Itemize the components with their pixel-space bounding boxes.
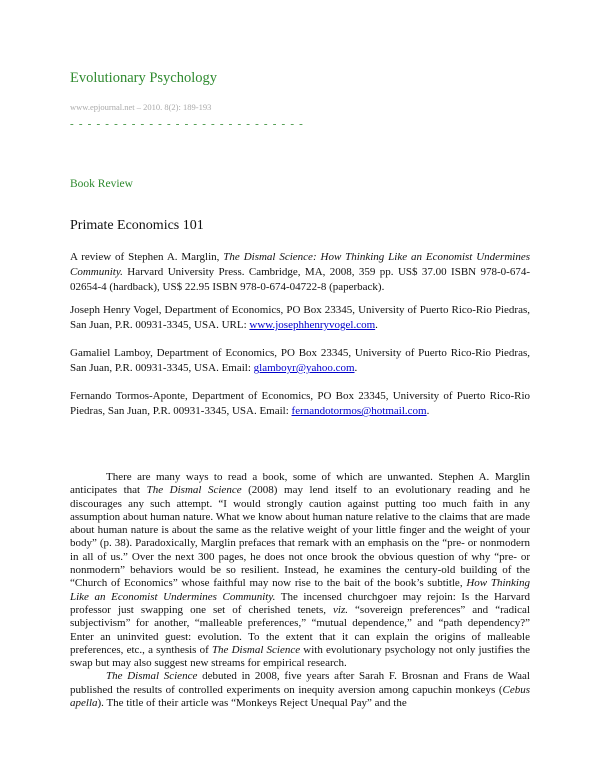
author-email-link[interactable]: glamboyr@yahoo.com <box>253 362 355 374</box>
author-end: . <box>354 362 358 374</box>
book-details: Harvard University Press. Cambridge, MA, 2008, 359 pp. US$ 37.00 ISBN 978-0-674-02654-4 (hardback), US$ 22.95 ISBN 978-0-674-04722-8 (paperback). <box>70 266 530 293</box>
author-text: Gamaliel Lamboy, Department of Economics, PO Box 23345, University of Puerto Rico-Rio Piedras, San Juan, P.R. 00931-3345, USA. Email: <box>70 347 530 374</box>
author-text: Fernando Tormos-Aponte, Department of Economics, PO Box 23345, University of Puerto Rico-Rio Piedras, San Juan, P.R. 00931-3345, USA. Email: <box>70 390 530 417</box>
book-title-ref: The Dismal Science <box>106 670 198 683</box>
author-end: . <box>375 319 378 331</box>
body-text: “sovereign preferences” and “radical subjectivism” for another, “malleable preferences,” “mutual dependence,” and “path dependency?” Enter an uninvited guest: evolution. To the extent that it can explain the origins of malleable preferences, etc., a synthesis of <box>70 603 530 656</box>
journal-name: Evolutionary Psychology <box>70 70 218 86</box>
article-title: Primate Economics 101 <box>70 218 204 233</box>
body-text: with evolutionary psychology not only justifies the swap but may also suggest new streams for empirical research. <box>70 643 530 670</box>
author-end: . <box>426 405 430 417</box>
review-lead: A review of Stephen A. Marglin, <box>70 251 224 263</box>
review-reference <box>70 250 530 295</box>
article-body <box>70 471 530 710</box>
body-text: The incensed churchgoer may rejoin: Is the Harvard professor just swapping one set of cherished tenets, <box>70 590 530 616</box>
species-name: Cebus apella <box>70 683 530 710</box>
book-title-ref: The Dismal Science <box>146 484 242 497</box>
subtitle-ref: How Thinking Like an Economist Undermines Community. <box>70 577 530 603</box>
author-affiliation-lamboy <box>70 346 530 376</box>
journal-citation: www.epjournal.net – 2010. 8(2): 189-193 <box>70 102 212 112</box>
body-text: (2008) may lend itself to an evolutionary reading and he discourages any such attempt. “I would strongly caution against putting too much faith in any assumption about human nature. What we know about human nature relative to the claims that are made about human nature is about the same as the relative weight of your little finger and the weight of your body” (p. 38). Paradoxically, Marglin prefaces that remark with an emphasis on the “pre- or nonmodern in all of us.” Over the next 300 pages, he does not once brook the obvious question of why “pre- or nonmodern” behaviors would be so resilient. Instead, he examines the century-old building of the “Church of Economics” whose faithful may now rise to the bait of the book’s subtitle, <box>70 484 531 590</box>
viz-term: viz. <box>333 603 348 616</box>
body-text: debuted in 2008, five years after Sarah F. Brosnan and Frans de Waal published the results of controlled experiments on inequity aversion among capuchin monkeys ( <box>70 670 530 696</box>
header-divider: - - - - - - - - - - - - - - - - - - - - - - - - - - - <box>70 118 305 130</box>
book-title: The Dismal Science: How Thinking Like an Economist Undermines Community. <box>70 251 530 278</box>
author-url-link[interactable]: www.josephhenryvogel.com <box>249 319 376 331</box>
body-paragraph <box>70 670 530 710</box>
author-email-link[interactable]: fernandotormos@hotmail.com <box>291 405 427 417</box>
author-affiliation-vogel <box>70 303 530 333</box>
book-title-ref: The Dismal Science <box>211 643 301 656</box>
author-text: Joseph Henry Vogel, Department of Economics, PO Box 23345, University of Puerto Rico-Rio Piedras, San Juan, P.R. 00931-3345, USA. URL: <box>70 304 530 331</box>
section-label: Book Review <box>70 178 133 190</box>
author-affiliation-tormos <box>70 389 530 419</box>
body-paragraph <box>70 471 530 670</box>
body-text: There are many ways to read a book, some of which are unwanted. Stephen A. Marglin anticipates that <box>70 471 530 497</box>
body-text: ). The title of their article was “Monkeys Reject Unequal Pay” and the <box>97 697 407 710</box>
